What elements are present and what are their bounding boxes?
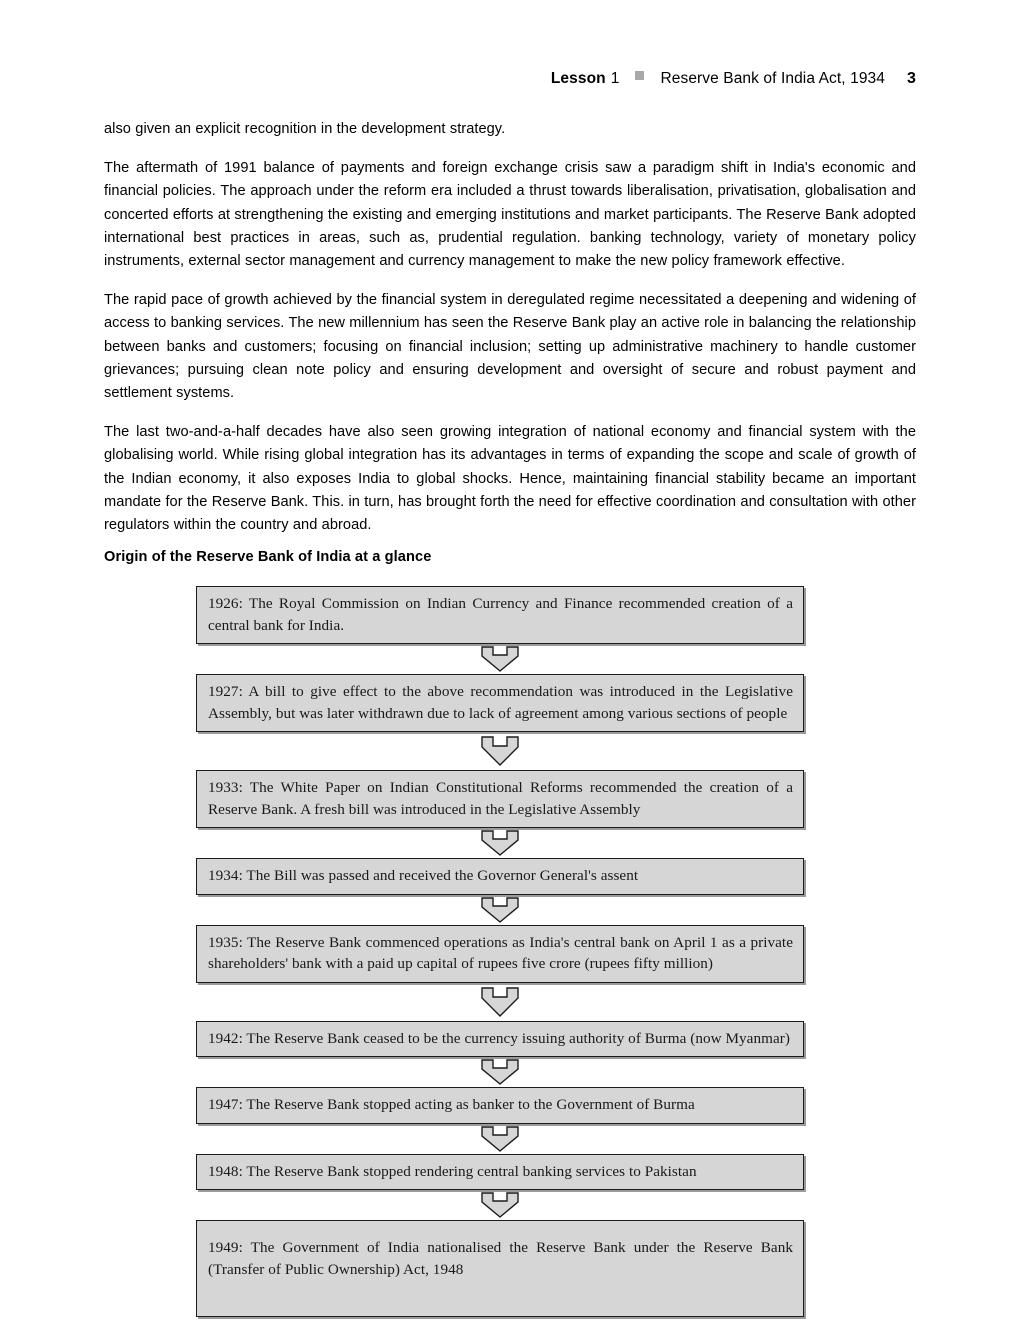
flowchart-box-text: 1948: The Reserve Bank stopped rendering central banking services to Pakistan (208, 1162, 697, 1180)
header-lesson-word: Lesson (550, 70, 606, 87)
flowchart-box-1935 (196, 925, 804, 983)
down-arrow-icon (473, 830, 527, 856)
flowchart-connector-2 (196, 732, 804, 770)
flowchart-box-1927 (196, 674, 804, 732)
down-arrow-icon (473, 897, 527, 923)
down-arrow-icon (473, 1059, 527, 1085)
flowchart-connector-3 (196, 828, 804, 858)
header-lesson-number: 1 (610, 70, 620, 87)
flowchart-box-1926 (196, 586, 804, 644)
flowchart-connector-5 (196, 983, 804, 1021)
flowchart-box-text: 1927: A bill to give effect to the above recommendation was introduced in the Legislative Assembly, but was later withdrawn due to lack of agreement among various sections of people (208, 683, 793, 722)
flowchart-box-text: 1935: The Reserve Bank commenced operations as India's central bank on April 1 as a private shareholders' bank with a paid up capital of rupees five crore (rupees fifty million) (208, 933, 793, 972)
paragraph-2: The aftermath of 1991 balance of payments and foreign exchange crisis saw a paradigm shift in India's economic and financial policies. The approach under the reform era included a thrust towards liberalisation, privatisation, globalisation and concerted efforts at strengthening the existing and emerging institutions and market participants. The Reserve Bank adopted international best practices in areas, such as, prudential regulation. banking technology, variety of monetary policy instruments, external sector management and currency management to make the new policy framework effective. (104, 160, 916, 270)
flowchart-connector-6 (196, 1057, 804, 1087)
header-title: Reserve Bank of India Act, 1934 (660, 70, 885, 87)
down-arrow-icon (473, 736, 527, 766)
paragraph-3: The rapid pace of growth achieved by the financial system in deregulated regime necessitated a deepening and widening of access to banking services. The new millennium has seen the Reserve Bank play an active role in balancing the relationship between banks and customers; focusing on financial inclusion; setting up administrative machinery to handle customer grievances; pursuing clean note policy and ensuring development and oversight of secure and robust payment and settlement systems. (104, 292, 916, 402)
down-arrow-icon (473, 1126, 527, 1152)
down-arrow-icon (473, 646, 527, 672)
body-text-column (104, 118, 916, 537)
flowchart-connector-1 (196, 644, 804, 674)
paragraph-4: The last two-and-a-half decades have also seen growing integration of national economy and financial system with the globalising world. While rising global integration has its advantages in terms of expanding the scope and scale of growth of the Indian economy, it also exposes India to global shocks. Hence, maintaining financial stability became an important mandate for the Reserve Bank. This. in turn, has brought forth the need for effective coordination and consultation with other regulators within the country and abroad. (104, 424, 916, 534)
flowchart-box-1949 (196, 1220, 804, 1317)
flowchart-box-1947 (196, 1087, 804, 1124)
flowchart-connector-8 (196, 1190, 804, 1220)
flowchart-box-text: 1949: The Government of India nationalised the Reserve Bank under the Reserve Bank (Transfer of Public Ownership) Act, 1948 (208, 1239, 793, 1278)
flowchart-box-text: 1947: The Reserve Bank stopped acting as banker to the Government of Burma (208, 1096, 695, 1113)
down-arrow-icon (473, 987, 527, 1017)
flowchart-box-text: 1926: The Royal Commission on Indian Currency and Finance recommended creation of a central bank for India. (208, 595, 793, 634)
flowchart-box-text: 1933: The White Paper on Indian Constitutional Reforms recommended the creation of a Reserve Bank. A fresh bill was introduced in the Legislative Assembly (208, 779, 793, 818)
paragraph-1: also given an explicit recognition in the development strategy. (104, 121, 506, 137)
flowchart-box-1934 (196, 858, 804, 895)
flowchart-box-text: 1942: The Reserve Bank ceased to be the currency issuing authority of Burma (now Myanmar) (208, 1029, 790, 1047)
origin-flowchart (196, 586, 804, 1317)
flowchart-box-1948 (196, 1154, 804, 1191)
down-arrow-icon (473, 1192, 527, 1218)
running-header (104, 70, 916, 96)
flowchart-box-text: 1934: The Bill was passed and received the Governor General's assent (208, 867, 639, 884)
flowchart-connector-4 (196, 895, 804, 925)
page-number: 3 (907, 70, 916, 87)
flowchart-box-1933 (196, 770, 804, 828)
flowchart-box-1942 (196, 1021, 804, 1058)
flowchart-connector-7 (196, 1124, 804, 1154)
square-bullet-icon (635, 71, 644, 80)
section-heading: Origin of the Reserve Bank of India at a glance (104, 549, 432, 565)
